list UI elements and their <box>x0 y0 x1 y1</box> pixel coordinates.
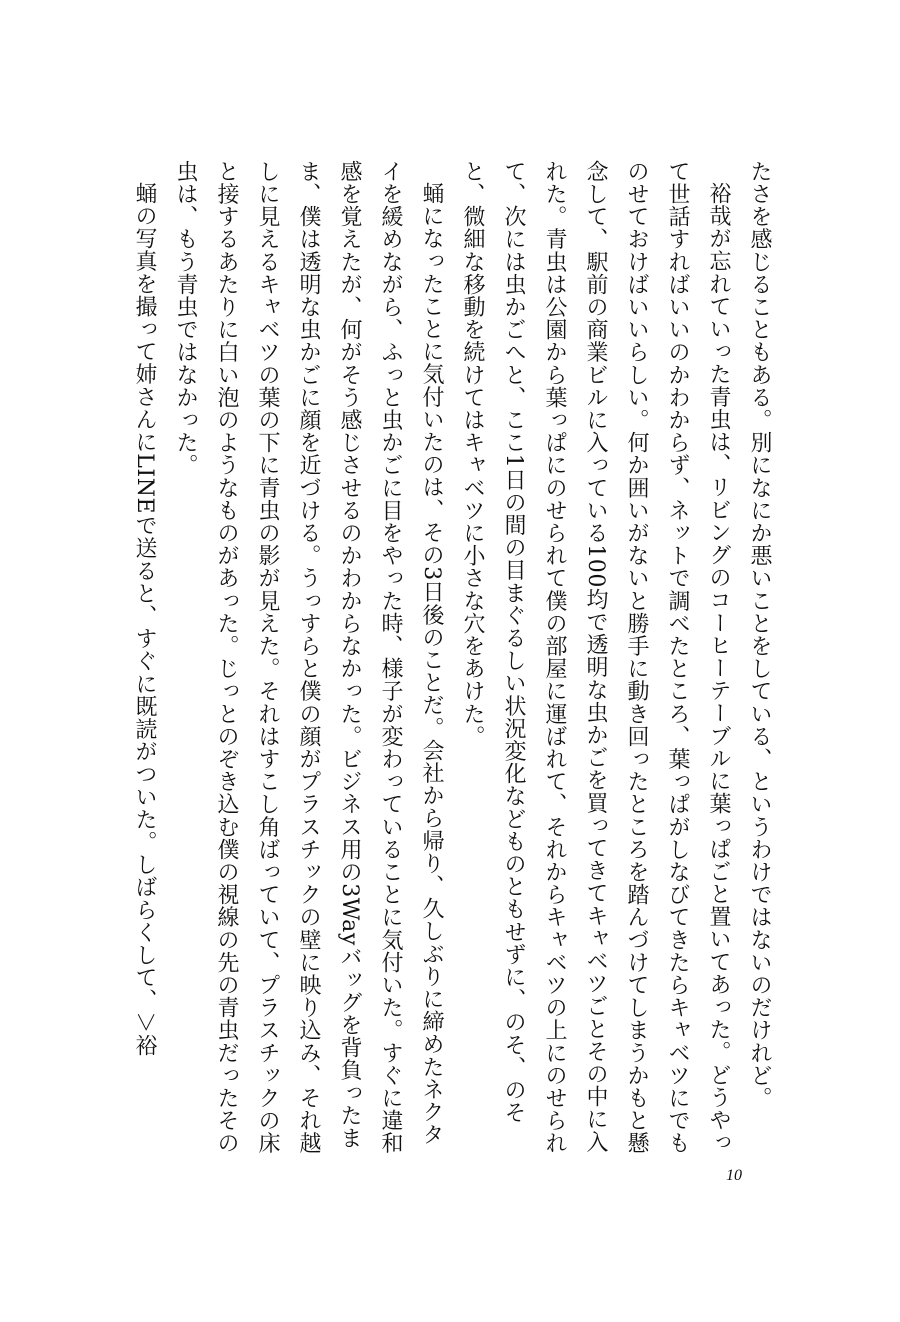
paragraph-1: たさを感じることもある。別になにか悪いことをしている、というわけではないのだけれど。 <box>747 160 772 1110</box>
page-number: 10 <box>726 1167 742 1184</box>
vertical-text-body <box>110 160 780 1160</box>
paragraph-4: 蛹の写真を撮って姉さんにLINEで送ると、すぐに既読がついた。しばらくして、＞裕 <box>132 182 157 1057</box>
paragraph-2: 裕哉が忘れていった青虫は、リビングのコーヒーテーブルに葉っぱごと置いてあった。どうやって世話すればいいのかわからず、ネットで調べたところ、葉っぱがしなびてきたらキャベツにでものせておけばいいらしい。何か囲いがないと勝手に動き回ったところを踏んづけてしまうかもと懸念して、駅前の商業ビルに入っている100均で透明な虫かごを買ってきてキャベツごとその中に入れた。青虫は公園から葉っぱにのせられて僕の部屋に運ばれて、それからキャベツの上にのせられて、次には虫かごへと、ここ1日の間の目まぐるしい状況変化などものともせずに、のそ、のそと、微細な移動を続けてはキャベツに小さな穴をあけた。 <box>460 160 731 1155</box>
paragraph-3: 蛹になったことに気付いたのは、その3日後のことだ。会社から帰り、久しぶりに締めたネクタイを緩めながら、ふっと虫かごに目をやった時、様子が変わっていることに気付いた。すぐに違和感を覚えたが、何がそう感じさせるのかわからなかった。ビジネス用の3Wayバッグを背負ったまま、僕は透明な虫かごに顔を近づける。うっすらと僕の顔がプラスチックの壁に映り込み、それ越しに見えるキャベツの葉の下に青虫の影が見えた。それはすこし角ばっていて、プラスチックの床と接するあたりに白い泡のようなものがあった。じっとのぞき込む僕の視線の先の青虫だったその虫は、もう青虫ではなかった。 <box>173 160 444 1155</box>
